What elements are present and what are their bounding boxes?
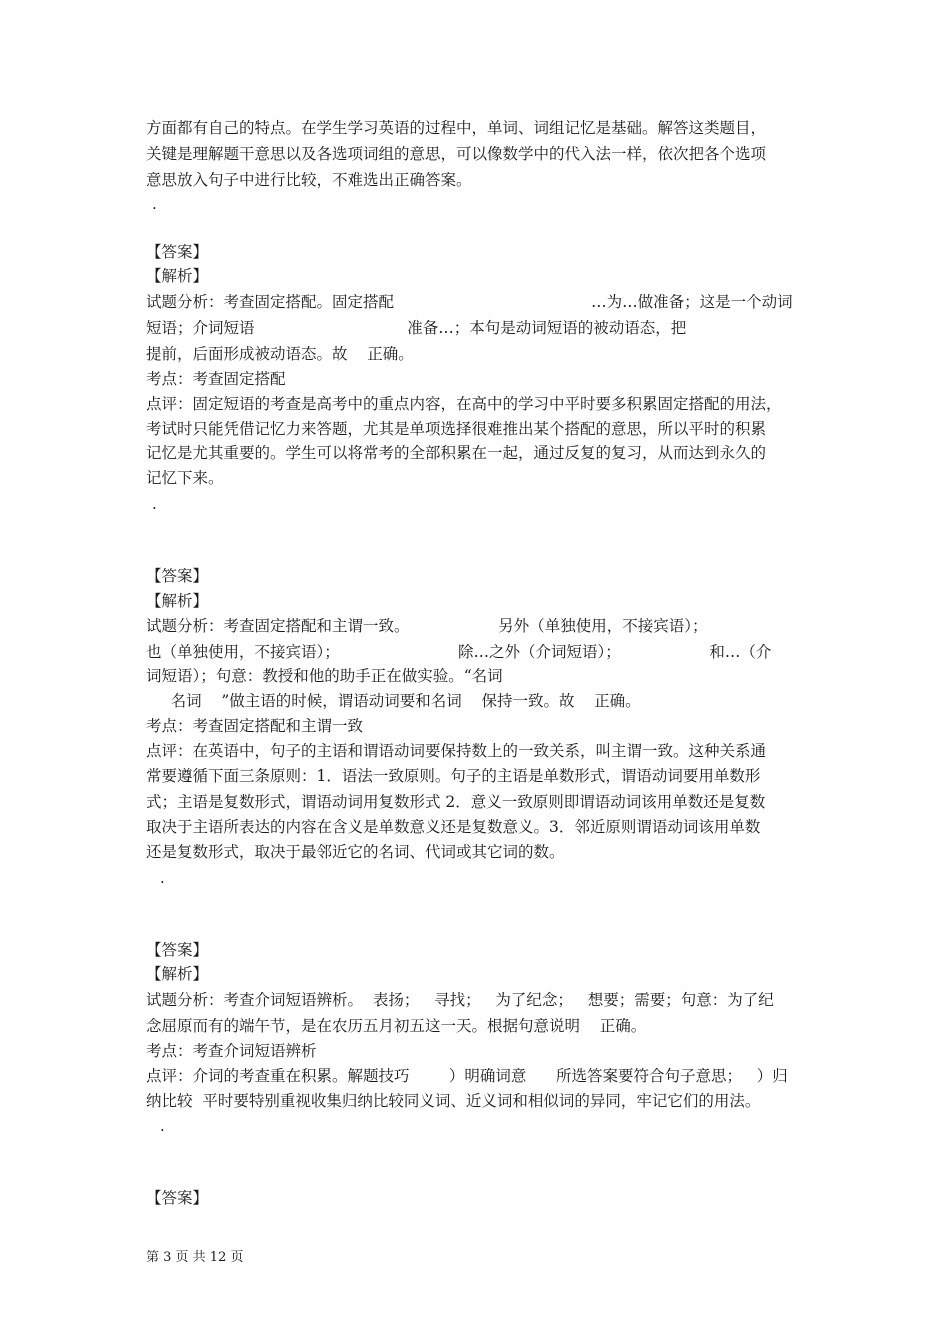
comment-line: 取决于主语所表达的内容在含义是单数意义还是复数意义。3．邻近原则谓语动词该用单数 <box>146 818 761 836</box>
answer-heading: 【答案】 <box>146 243 209 261</box>
key-point-line: 考点：考查固定搭配 <box>146 370 286 388</box>
analysis-line: 念屈原而有的端午节，是在农历五月初五这一天。根据句意说明 正确。 <box>146 1017 647 1035</box>
answer-heading: 【答案】 <box>146 567 209 585</box>
intro-line-2: 关键是理解题干意思以及各选项词组的意思，可以像数学中的代入法一样，依次把各个选项 <box>146 145 767 163</box>
comment-line: 纳比较 平时要特别重视收集归纳比较同义词、近义词和相似词的异同，牢记它们的用法。 <box>146 1092 761 1110</box>
analysis-heading: 【解析】 <box>146 965 209 983</box>
comment-line: 还是复数形式，取决于最邻近它的名词、代词或其它词的数。 <box>146 843 565 861</box>
separator-dot: . <box>160 1117 165 1135</box>
separator-dot: . <box>152 495 157 513</box>
separator-dot: . <box>160 869 165 887</box>
answer-heading: 【答案】 <box>146 1189 209 1207</box>
separator-dot: . <box>152 195 157 213</box>
key-point-line: 考点：考查固定搭配和主谓一致 <box>146 717 364 735</box>
analysis-line: 试题分析：考查介词短语辨析。 表扬； 寻找； 为了纪念； 想要；需要；句意：为了纪 <box>146 991 774 1009</box>
analysis-line: 短语；介词短语 准备…；本句是动词短语的被动语态，把 <box>146 319 687 337</box>
comment-line: 点评：介词的考查重在积累。解题技巧 ）明确词意 所选答案要符合句子意思； ）归 <box>146 1067 788 1085</box>
analysis-line: 试题分析：考查固定搭配和主谓一致。 另外（单独使用，不接宾语）； <box>146 617 708 635</box>
comment-line: 记忆下来。 <box>146 469 224 487</box>
intro-line-3: 意思放入句子中进行比较，不难选出正确答案。 <box>146 171 472 189</box>
comment-line: 点评：固定短语的考查是高考中的重点内容，在高中的学习中平时要多积累固定搭配的用法， <box>146 395 782 413</box>
comment-line: 记忆是尤其重要的。学生可以将常考的全部积累在一起，通过反复的复习，从而达到永久的 <box>146 444 767 462</box>
analysis-heading: 【解析】 <box>146 267 209 285</box>
comment-line: 点评：在英语中，句子的主语和谓语动词要保持数上的一致关系，叫主谓一致。这种关系通 <box>146 742 767 760</box>
analysis-line: 提前，后面形成被动语态。故 正确。 <box>146 345 414 363</box>
analysis-heading: 【解析】 <box>146 592 209 610</box>
analysis-line: 也（单独使用，不接宾语）； 除…之外（介词短语）； 和…（介 <box>146 643 772 661</box>
analysis-line: 词短语）；句意：教授和他的助手正在做实验。“名词 <box>146 667 503 685</box>
analysis-line: 试题分析：考查固定搭配。固定搭配 …为…做准备；这是一个动词 <box>146 293 793 311</box>
page-number-footer: 第 3 页 共 12 页 <box>146 1250 244 1265</box>
analysis-line: 名词 ”做主语的时候，谓语动词要和名词 保持一致。故 正确。 <box>146 692 641 710</box>
comment-line: 考试时只能凭借记忆力来答题，尤其是单项选择很难推出某个搭配的意思，所以平时的积累 <box>146 420 767 438</box>
comment-line: 常要遵循下面三条原则：1．语法一致原则。句子的主语是单数形式，谓语动词要用单数形 <box>146 767 761 785</box>
comment-line: 式；主语是复数形式，谓语动词用复数形式 2．意义一致原则即谓语动词该用单数还是复数 <box>146 793 766 811</box>
key-point-line: 考点：考查介词短语辨析 <box>146 1042 317 1060</box>
intro-line-1: 方面都有自己的特点。在学生学习英语的过程中，单词、词组记忆是基础。解答这类题目， <box>146 119 767 137</box>
answer-heading: 【答案】 <box>146 941 209 959</box>
